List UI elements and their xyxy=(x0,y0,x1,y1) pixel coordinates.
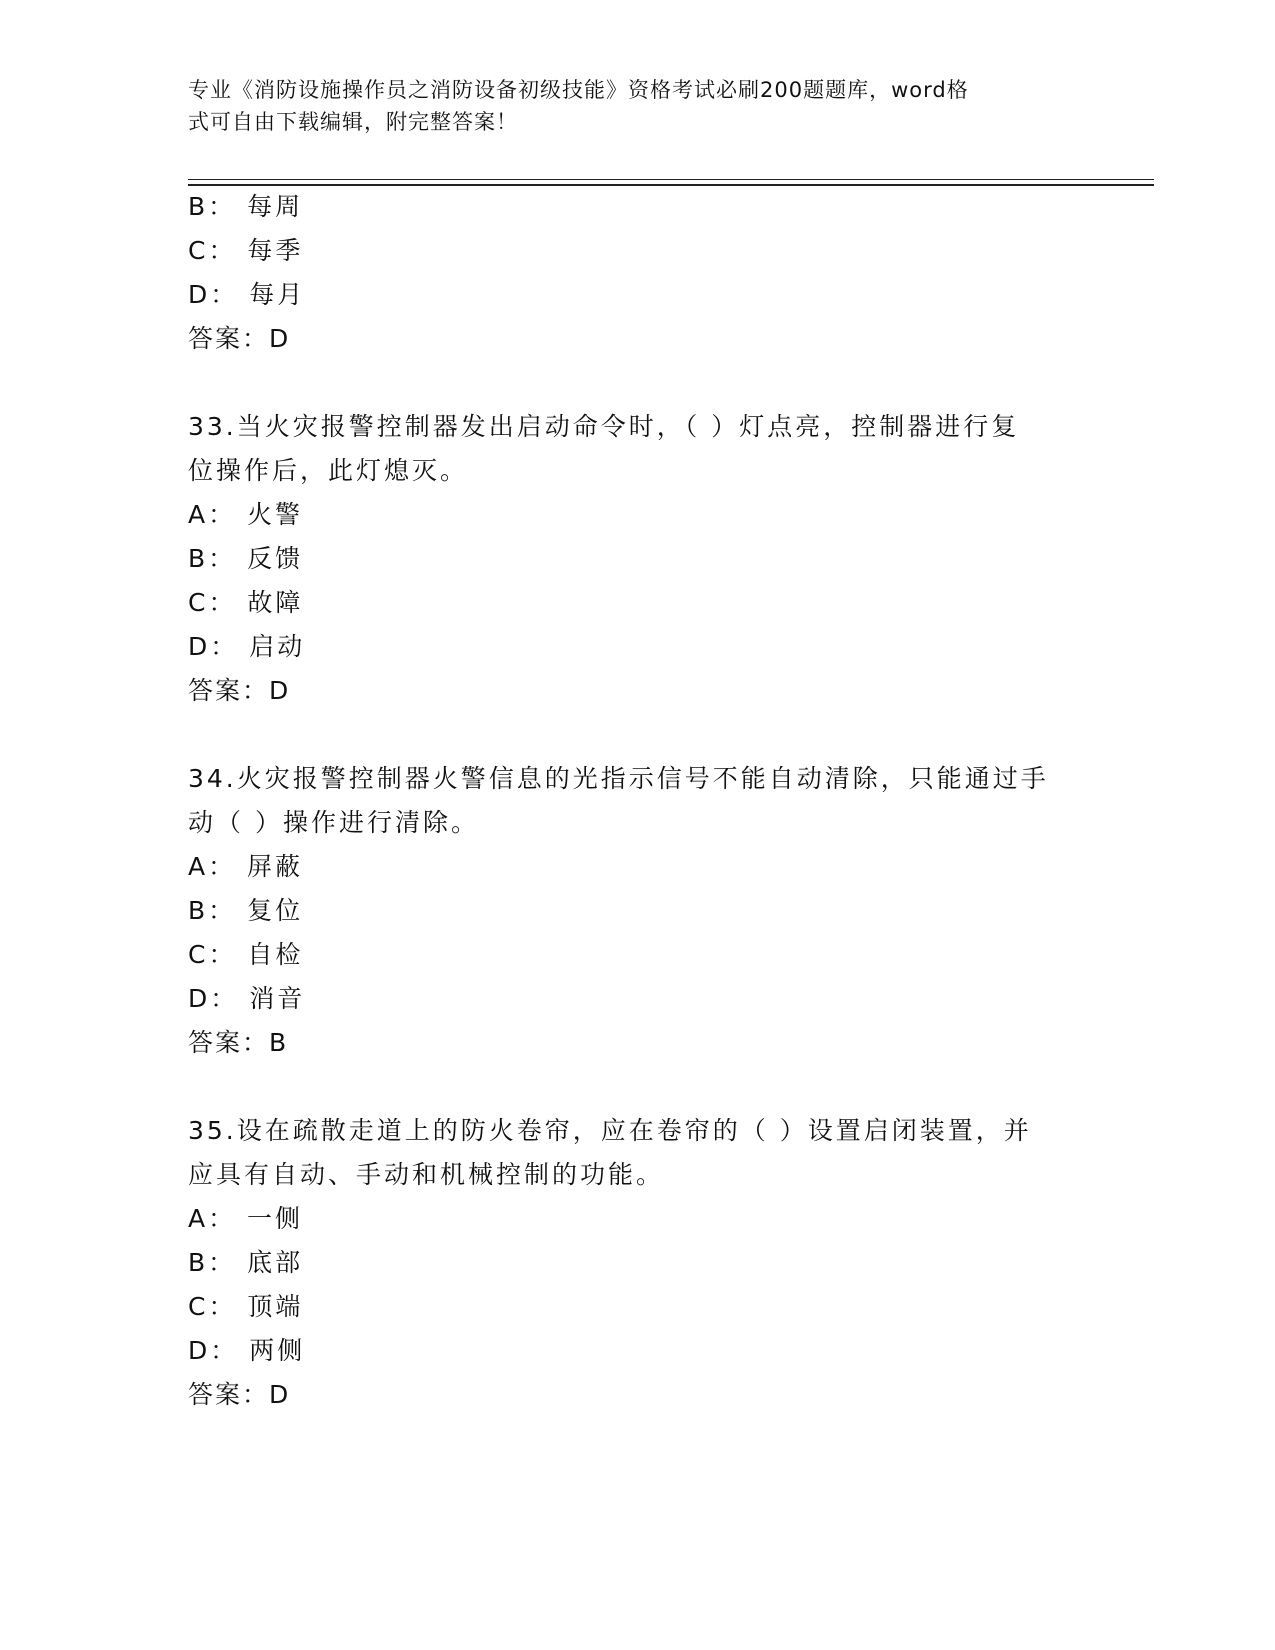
question-34-answer: 答案：B xyxy=(188,1028,289,1057)
prev-option-b: B： 每周 xyxy=(188,192,304,221)
question-33-stem-line-2: 位操作后，此灯熄灭。 xyxy=(188,456,469,485)
document-header xyxy=(188,74,1068,138)
question-34-option-c: C： 自检 xyxy=(188,940,304,969)
question-34-option-a: A： 屏蔽 xyxy=(188,852,304,881)
question-33-option-d: D： 启动 xyxy=(188,632,306,661)
header-divider-thick xyxy=(188,184,1154,186)
question-33-stem-line-1: 33.当火灾报警控制器发出启动命令时，（ ）灯点亮，控制器进行复 xyxy=(188,412,1020,441)
question-34-stem-line-1: 34.火灾报警控制器火警信息的光指示信号不能自动清除，只能通过手 xyxy=(188,764,1049,793)
question-34-option-d: D： 消音 xyxy=(188,984,306,1013)
question-35-option-b: B： 底部 xyxy=(188,1248,304,1277)
question-33-option-a: A： 火警 xyxy=(188,500,304,529)
question-33-option-b: B： 反馈 xyxy=(188,544,304,573)
question-35-option-a: A： 一侧 xyxy=(188,1204,304,1233)
header-divider-thin xyxy=(188,179,1154,180)
prev-option-d: D： 每月 xyxy=(188,280,306,309)
question-35-stem-line-1: 35.设在疏散走道上的防火卷帘，应在卷帘的（ ）设置启闭装置，并 xyxy=(188,1116,1032,1145)
question-35-stem-line-2: 应具有自动、手动和机械控制的功能。 xyxy=(188,1160,665,1189)
question-35-option-d: D： 两侧 xyxy=(188,1336,306,1365)
question-33-option-c: C： 故障 xyxy=(188,588,304,617)
header-line-2: 式可自由下载编辑，附完整答案！ xyxy=(188,110,518,134)
question-35-option-c: C： 顶端 xyxy=(188,1292,304,1321)
question-34-stem-line-2: 动（ ）操作进行清除。 xyxy=(188,808,479,837)
question-34-option-b: B： 复位 xyxy=(188,896,304,925)
header-line-1: 专业《消防设施操作员之消防设备初级技能》资格考试必刷200题题库，word格 xyxy=(188,78,969,102)
prev-option-c: C： 每季 xyxy=(188,236,304,265)
prev-answer: 答案：D xyxy=(188,324,291,353)
question-33-answer: 答案：D xyxy=(188,676,291,705)
question-35-answer: 答案：D xyxy=(188,1380,291,1409)
